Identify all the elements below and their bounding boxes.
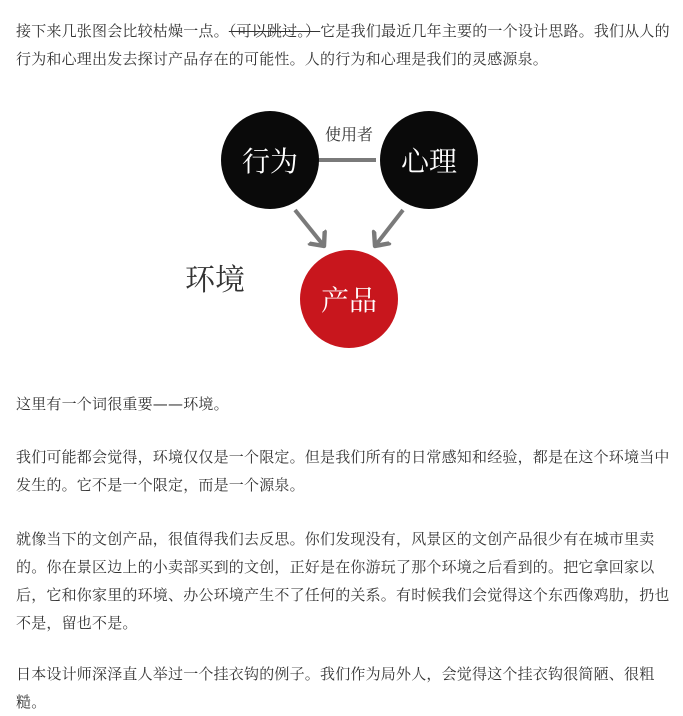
product-node: [300, 250, 398, 348]
intro-text-before: 接下来几张图会比较枯燥一点。: [16, 22, 229, 40]
arrow-psychology-to-product: [375, 210, 403, 246]
cultural-products-paragraph: 就像当下的文创产品，很值得我们去反思。你们发现没有，风景区的文创产品很少有在城市里卖的。你在景区边上的小卖部买到的文创，正好是在你游玩了那个环境之后看到的。把它拿回家以后，它和你家里的环境、办公环境产生不了任何的关系。有时候我们会觉得这个东西像鸡肋，扔也不是，留也不是。: [16, 530, 670, 632]
intro-struck-text: （可以跳过。）: [228, 22, 321, 40]
behavior-psychology-diagram: [160, 96, 458, 356]
diagram-svg: [160, 96, 458, 356]
psychology-node: [380, 111, 478, 209]
psychology-label: 心理: [400, 145, 458, 178]
intro-paragraph: [16, 17, 676, 73]
behavior-node: [221, 111, 319, 209]
behavior-label: 行为: [241, 145, 299, 178]
important-word-paragraph: 这里有一个词很重要——环境。: [16, 395, 229, 413]
designer-example-paragraph: 日本设计师深泽直人举过一个挂衣钩的例子。我们作为局外人，会觉得这个挂衣钩很简陋、很粗糙。: [16, 665, 655, 711]
environment-label: 环境: [185, 263, 245, 298]
product-label: 产品: [320, 284, 378, 317]
user-label: 使用者: [324, 125, 374, 144]
arrow-behavior-to-product: [295, 210, 324, 246]
environment-paragraph: 我们可能都会觉得，环境仅仅是一个限定。但是我们所有的日常感知和经验，都是在这个环境当中发生的。它不是一个限定，而是一个源泉。: [16, 448, 670, 494]
intro-text-after: 它是我们最近几年主要的一个设计思路。我们从人的行为和心理出发去探讨产品存在的可能性。人的行为和心理是我们的灵感源泉。: [16, 22, 670, 68]
